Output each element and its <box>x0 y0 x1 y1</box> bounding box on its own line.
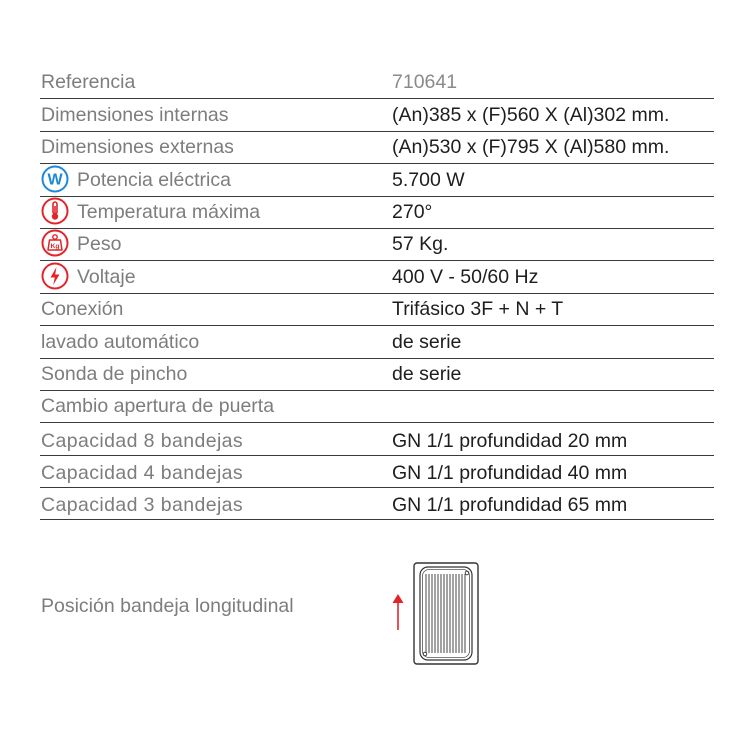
spec-label: lavado automático <box>41 330 200 353</box>
spec-value: 400 V - 50/60 Hz <box>392 265 539 288</box>
spec-value: 5.700 W <box>392 168 465 191</box>
thermometer-icon <box>41 197 69 225</box>
spec-value: (An)385 x (F)560 X (Al)302 mm. <box>392 103 670 126</box>
spec-value: GN 1/1 profundidad 65 mm <box>392 494 628 517</box>
spec-row-dimensiones-internas <box>40 99 714 131</box>
spec-value: GN 1/1 profundidad 20 mm <box>392 429 628 452</box>
spec-row-lavado <box>40 326 714 358</box>
spec-label: Temperatura máxima <box>77 200 261 223</box>
spec-label: Referencia <box>41 71 136 94</box>
spec-label: Cambio apertura de puerta <box>41 395 275 418</box>
spec-value: de serie <box>392 362 462 385</box>
spec-row-referencia <box>40 67 714 99</box>
spec-value: 270° <box>392 200 433 223</box>
spec-label: Voltaje <box>77 265 136 288</box>
spec-row-potencia <box>40 164 714 196</box>
spec-label: Dimensiones externas <box>41 136 234 159</box>
spec-value: de serie <box>392 330 462 353</box>
arrow-up-icon <box>390 592 406 637</box>
spec-row-dimensiones-externas <box>40 132 714 164</box>
spec-row-capacidad-3 <box>40 488 714 520</box>
spec-row-cambio-puerta <box>40 391 714 423</box>
spec-table <box>40 67 714 520</box>
spec-value: 57 Kg. <box>392 233 449 256</box>
spec-value: GN 1/1 profundidad 40 mm <box>392 462 628 485</box>
weight-kg-icon <box>41 229 69 257</box>
spec-row-temperatura <box>40 197 714 229</box>
spec-row-capacidad-8 <box>40 423 714 455</box>
spec-row-voltaje <box>40 261 714 293</box>
gastronorm-tray-icon <box>413 562 479 670</box>
spec-row-conexion <box>40 294 714 326</box>
spec-label: Peso <box>77 233 122 256</box>
spec-row-peso <box>40 229 714 261</box>
spec-label: Dimensiones internas <box>41 103 229 126</box>
spec-label: Capacidad 8 bandejas <box>41 429 244 452</box>
spec-value: 710641 <box>392 71 458 94</box>
svg-text:Kg: Kg <box>50 243 60 251</box>
spec-value: (An)530 x (F)795 X (Al)580 mm. <box>392 136 670 159</box>
power-w-icon <box>41 165 69 193</box>
lightning-icon <box>41 262 69 290</box>
spec-label: Capacidad 4 bandejas <box>41 462 244 485</box>
spec-label: Capacidad 3 bandejas <box>41 494 244 517</box>
spec-label: Conexión <box>41 298 124 321</box>
spec-row-capacidad-4 <box>40 456 714 488</box>
spec-value: Trifásico 3F + N + T <box>392 298 564 321</box>
tray-position-label: Posición bandeja longitudinal <box>41 595 294 617</box>
svg-text:W: W <box>47 171 63 189</box>
spec-row-sonda <box>40 359 714 391</box>
spec-label: Sonda de pincho <box>41 362 188 385</box>
spec-label: Potencia eléctrica <box>77 168 231 191</box>
